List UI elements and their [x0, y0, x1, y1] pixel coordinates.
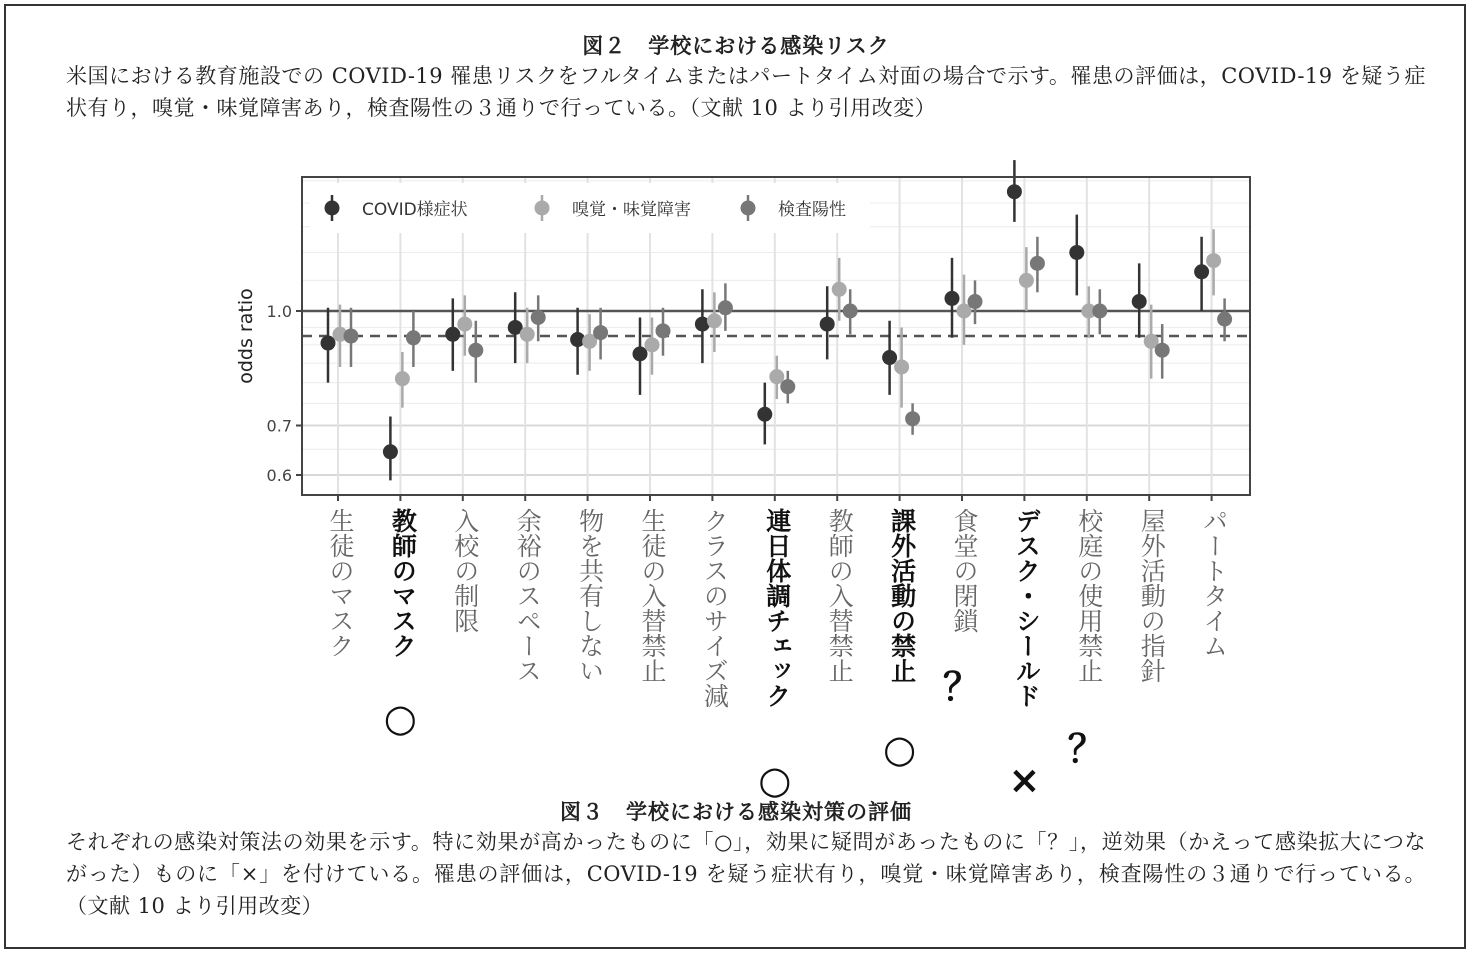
data-point: [468, 343, 483, 358]
evaluation-mark: ×: [1008, 758, 1041, 802]
x-tick-label: 教師のマスク: [388, 508, 418, 658]
data-point: [894, 359, 909, 374]
data-point: [395, 371, 410, 386]
data-point: [656, 323, 671, 338]
data-point: [757, 407, 772, 422]
evaluation-mark: ？: [942, 665, 981, 709]
x-tick-label: 食堂の閉鎖: [950, 508, 979, 633]
evaluation-mark: ？: [1067, 727, 1106, 771]
data-point: [968, 294, 983, 309]
data-point: [1217, 312, 1232, 327]
legend-key-point: [741, 201, 756, 216]
data-point: [457, 317, 472, 332]
fig2-caption: 米国における教育施設での COVID-19 罹患リスクをフルタイムまたはパートタイム対面の場合で示す。罹患の評価は，COVID-19 を疑う症状有り，嗅覚・味覚障害あり，検査陽性の３通りで行っている。（文献 10 より引用改変）: [66, 64, 1426, 120]
x-tick-label: 生徒のマスク: [326, 508, 355, 658]
data-point: [780, 379, 795, 394]
data-point: [445, 327, 460, 342]
data-point: [707, 313, 722, 328]
data-point: [1155, 343, 1170, 358]
data-point: [843, 304, 858, 319]
data-point: [633, 346, 648, 361]
x-tick-label: 入校の制限: [450, 508, 480, 633]
x-tick-label: 余裕のスペース: [513, 508, 543, 683]
fig2-title: 図２ 学校における感染リスク: [582, 33, 890, 58]
y-tick-label: 1.0: [266, 302, 292, 321]
legend-label: 検査陽性: [778, 200, 846, 220]
legend-label: 嗅覚・味覚障害: [572, 200, 691, 220]
x-tick-label: パートタイム: [1199, 508, 1229, 658]
x-tick-label: 課外活動の禁止: [887, 508, 917, 683]
x-tick-label: 物を共有しない: [575, 508, 605, 683]
x-tick-label: デスク・シールド: [1012, 508, 1042, 708]
evaluation-mark: ○: [883, 727, 917, 771]
data-point: [718, 300, 733, 315]
x-tick-label: 屋外活動の指針: [1137, 508, 1167, 683]
y-tick-label: 0.6: [266, 466, 292, 485]
data-point: [1194, 264, 1209, 279]
y-tick-label: 0.7: [266, 416, 292, 436]
fig3-title: 図３ 学校における感染対策の評価: [560, 799, 912, 824]
data-point: [344, 329, 359, 344]
y-axis-label: odds ratio: [235, 288, 257, 384]
data-point: [1206, 253, 1221, 268]
data-point: [321, 336, 336, 351]
legend-key-point: [535, 201, 550, 216]
data-point: [531, 310, 546, 325]
data-point: [383, 444, 398, 459]
data-point: [905, 411, 920, 426]
data-point: [593, 325, 608, 340]
data-point: [1069, 245, 1084, 260]
data-point: [945, 291, 960, 306]
data-point: [520, 327, 535, 342]
data-point: [882, 350, 897, 365]
evaluation-mark: ○: [383, 696, 417, 740]
x-tick-label: 教師の入替禁止: [825, 508, 855, 683]
legend-label: COVID様症状: [362, 200, 468, 220]
evaluation-mark: ○: [758, 758, 792, 802]
data-point: [645, 337, 660, 352]
fig3-caption: それぞれの感染対策法の効果を示す。特に効果が高かったものに「○」，効果に疑問があったものに「？」，逆効果（かえって感染拡大につながった）ものに「×」を付けている。罹患の評価は，COVID-19 を疑う症状有り，嗅覚・味覚障害あり，検査陽性の３通りで行っている。（文献 10 より引用改変）: [66, 830, 1426, 918]
data-point: [1132, 294, 1147, 309]
data-point: [1019, 273, 1034, 288]
legend-key-point: [325, 201, 340, 216]
data-point: [1007, 184, 1022, 199]
x-tick-label: 生徒の入替禁止: [638, 508, 667, 683]
data-point: [1092, 304, 1107, 319]
x-tick-label: クラスのサイズ減: [700, 508, 730, 708]
data-point: [1030, 256, 1045, 271]
data-point: [832, 282, 847, 297]
x-tick-label: 連日体調チェック: [762, 508, 792, 708]
data-point: [820, 317, 835, 332]
x-tick-label: 校庭の使用禁止: [1074, 508, 1104, 683]
data-point: [406, 330, 421, 345]
